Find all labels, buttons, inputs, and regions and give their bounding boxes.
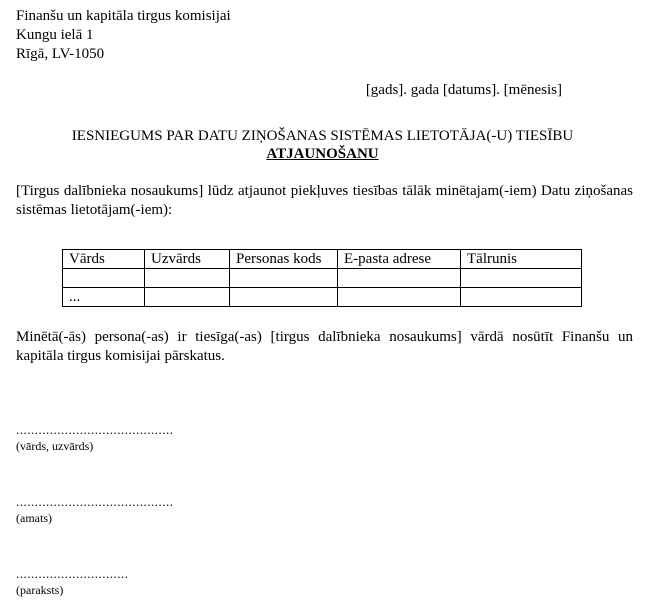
table-row bbox=[63, 269, 582, 288]
caption-signature: (paraksts) bbox=[16, 583, 64, 597]
table-row bbox=[63, 288, 582, 307]
header-personal-code: Personas kods bbox=[230, 250, 338, 269]
caption-position: (amats) bbox=[16, 511, 52, 525]
document-title-line1: IESNIEGUMS PAR DATU ZIŅOŠANAS SISTĒMAS LIETOTĀJA(-U) TIESĪBU bbox=[71, 128, 574, 144]
table-cell bbox=[230, 288, 338, 307]
signature-line-signature: .............................. bbox=[16, 566, 129, 581]
table-header-row bbox=[63, 250, 582, 269]
date-line: [gads]. gada [datums]. [mēnesis] bbox=[365, 82, 562, 98]
caption-name: (vārds, uzvārds) bbox=[16, 439, 94, 453]
header-last-name: Uzvārds bbox=[145, 250, 230, 269]
authorization-paragraph: Minētā(-ās) persona(-as) ir tiesīga(-as) [tirgus dalībnieka nosaukums] vārdā nosūtīt Finanšu un kapitāla tirgus komisijai pārskatus. bbox=[16, 329, 633, 364]
table-cell: ... bbox=[63, 288, 145, 307]
document-title-line2 bbox=[0, 146, 645, 163]
signature-line-position: .......................................... bbox=[16, 494, 174, 509]
table-cell bbox=[230, 269, 338, 288]
table-cell bbox=[63, 269, 145, 288]
header-email: E-pasta adrese bbox=[338, 250, 461, 269]
recipient-city: Rīgā, LV-1050 bbox=[16, 46, 105, 62]
table-cell bbox=[338, 288, 461, 307]
recipient-street: Kungu ielā 1 bbox=[16, 27, 94, 43]
table-cell bbox=[461, 269, 582, 288]
intro-paragraph: [Tirgus dalībnieka nosaukums] lūdz atjaunot piekļuves tiesības tālāk minētajam(-iem) Datu ziņošanas sistēmas lietotājam(-iem): bbox=[16, 183, 633, 218]
table-cell bbox=[338, 269, 461, 288]
users-table bbox=[62, 249, 582, 307]
signature-line-name: .......................................... bbox=[16, 422, 174, 437]
recipient-name: Finanšu un kapitāla tirgus komisijai bbox=[16, 8, 231, 24]
table-cell bbox=[145, 288, 230, 307]
table-cell bbox=[145, 269, 230, 288]
header-phone: Tālrunis bbox=[461, 250, 582, 269]
document-title-emphasis: ATJAUNOŠANU bbox=[266, 146, 379, 162]
header-first-name: Vārds bbox=[63, 250, 145, 269]
table-cell bbox=[461, 288, 582, 307]
